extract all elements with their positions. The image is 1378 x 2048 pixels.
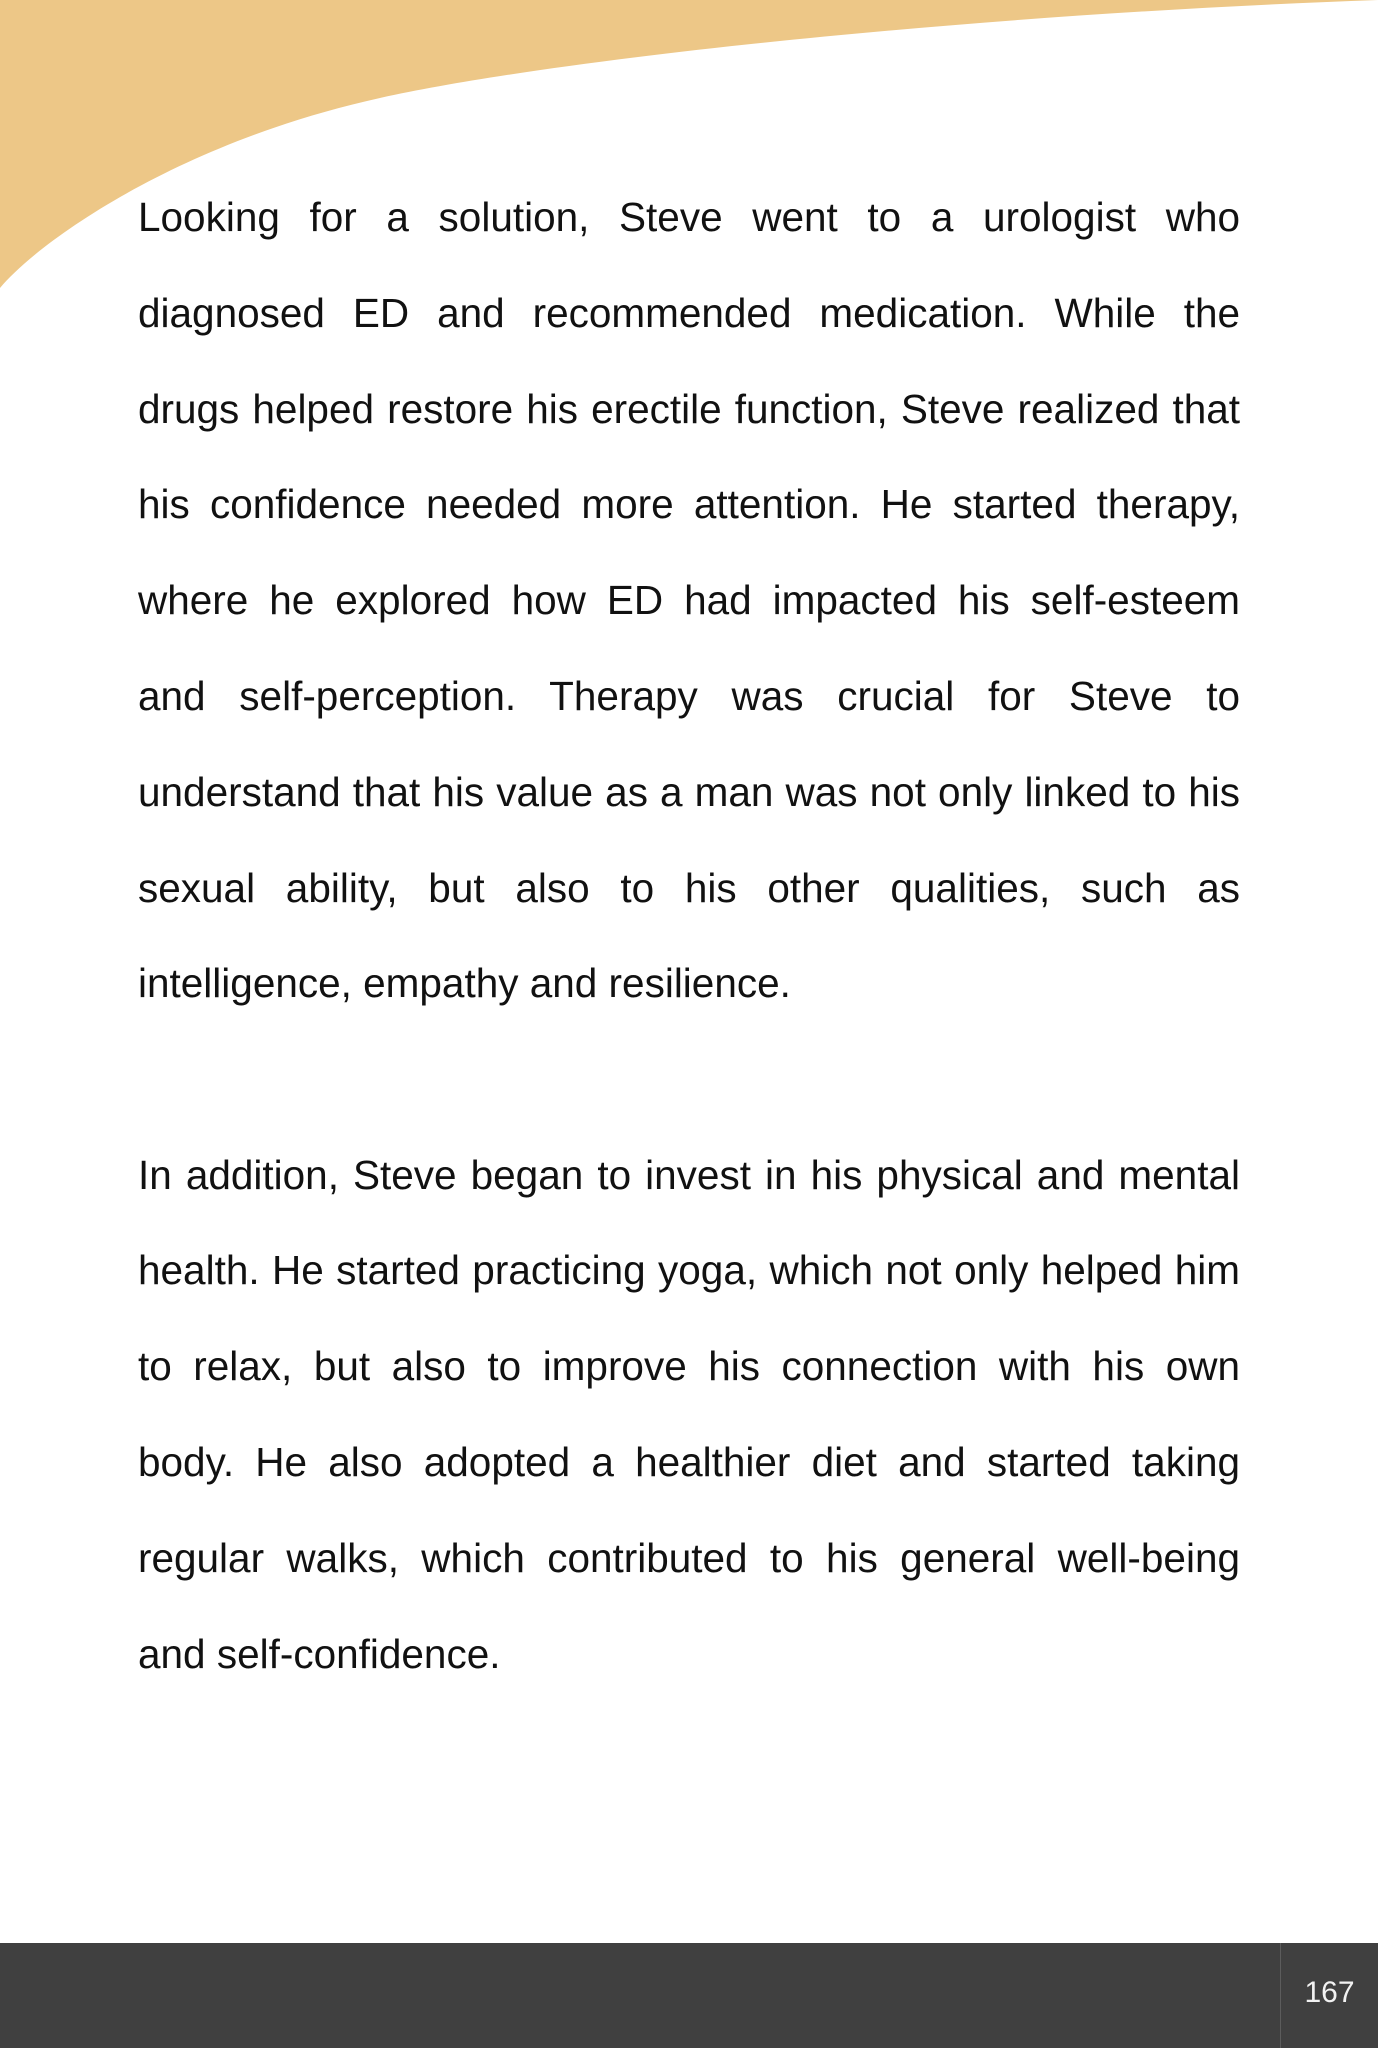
paragraph-2: In addition, Steve began to invest in his physical and mental health. He started practicing yoga, which not only helped him to relax, but also to improve his connection with his own body. He also adopted a healthier diet and started taking regular walks, which contributed to his general well-being and self-confidence. — [138, 1151, 1240, 1677]
page-number: 167 — [1304, 1975, 1355, 2009]
page-body — [138, 170, 1240, 1702]
paragraph-1: Looking for a solution, Steve went to a urologist who diagnosed ED and recommended medication. While the drugs helped restore his erectile function, Steve realized that his confidence needed more attention. He started therapy, where he explored how ED had impacted his self-esteem and self-perception. Therapy was crucial for Steve to understand that his value as a man was not only linked to his sexual ability, but also to his other qualities, such as intelligence, empathy and resilience. — [138, 194, 1240, 1007]
page-number-box — [1280, 1943, 1378, 2048]
footer-bar — [0, 1943, 1378, 2048]
